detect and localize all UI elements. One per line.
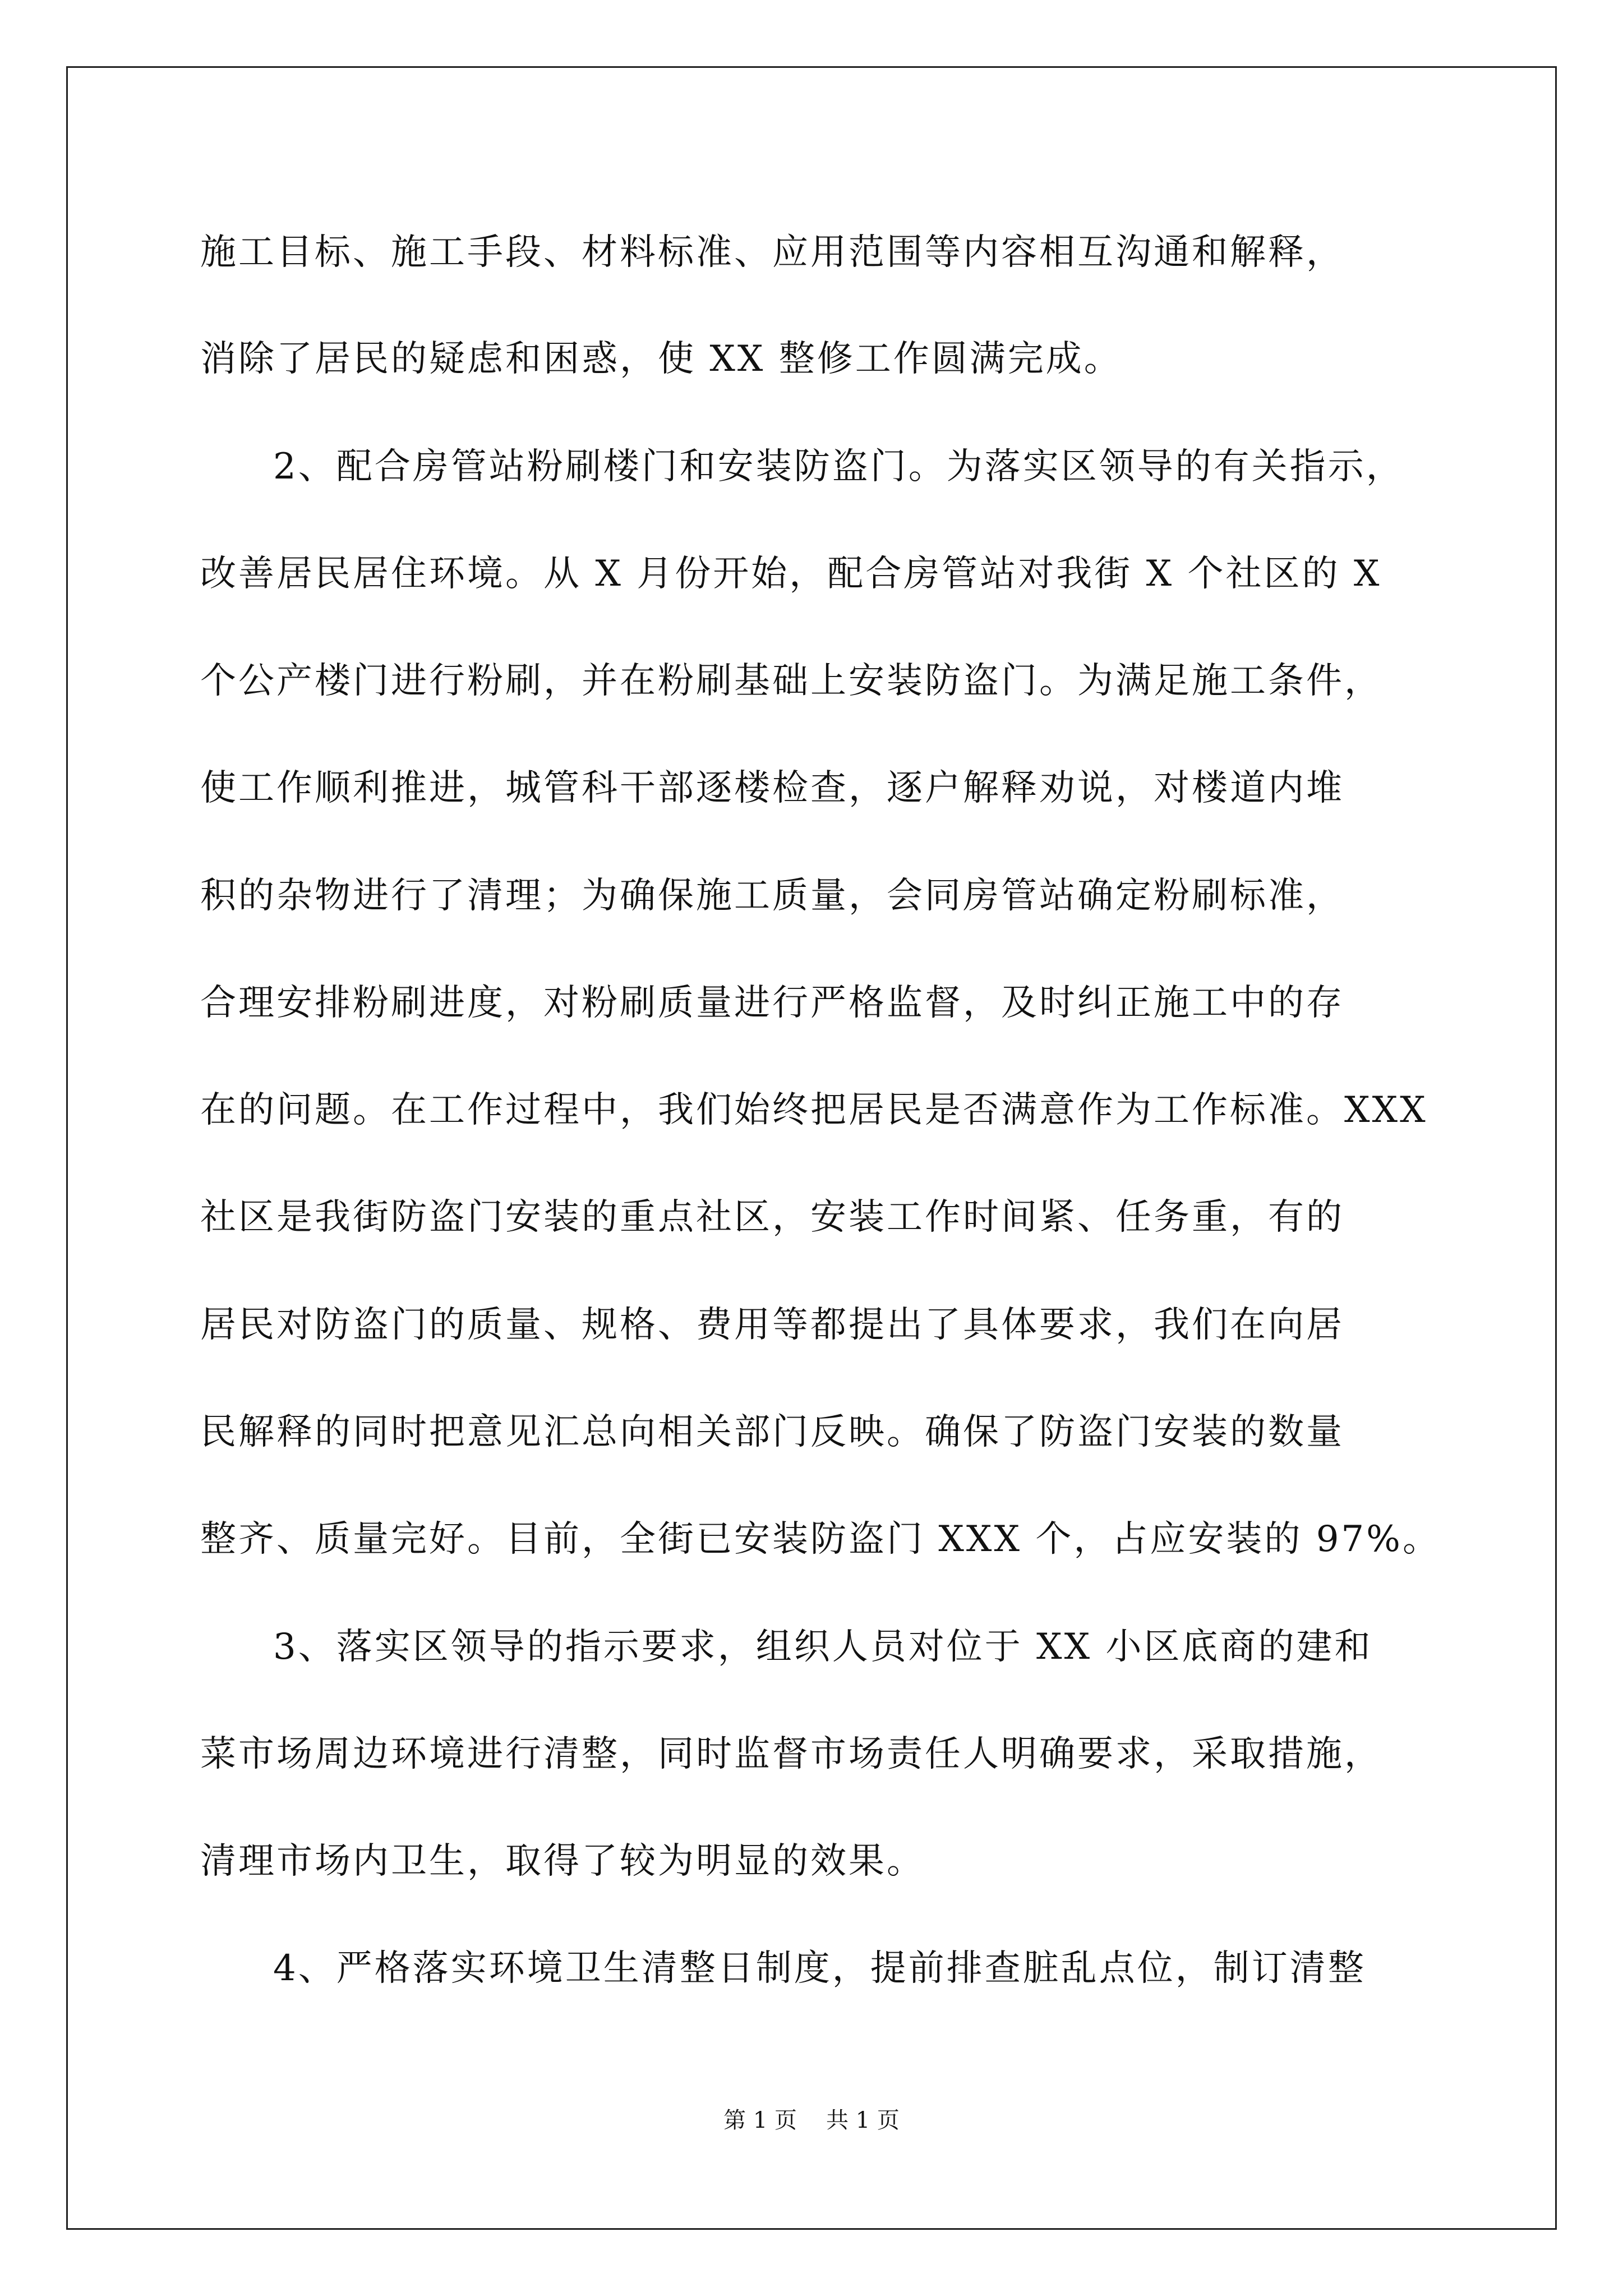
page-border: [66, 66, 1557, 2230]
text-line: 清理市场内卫生，取得了较为明显的效果。: [200, 1841, 925, 1882]
text-line: 施工目标、施工手段、材料标准、应用范围等内容相互沟通和解释，: [200, 232, 1344, 273]
text-line: 积的杂物进行了清理；为确保施工质量，会同房管站确定粉刷标准，: [200, 875, 1344, 917]
page-number-total: 共 1 页: [826, 2108, 900, 2133]
page-number-current: 第 1 页: [723, 2108, 797, 2133]
text-line: 合理安排粉刷进度，对粉刷质量进行严格监督，及时纠正施工中的存: [200, 982, 1344, 1024]
text-line: 消除了居民的疑虑和困惑，使 XX 整修工作圆满完成。: [200, 338, 1122, 380]
text-line: 个公产楼门进行粉刷，并在粉刷基础上安装防盗门。为满足施工条件，: [200, 660, 1382, 702]
text-line: 使工作顺利推进，城管科干部逐楼检查，逐户解释劝说，对楼道内堆: [200, 767, 1344, 809]
text-line: 在的问题。在工作过程中，我们始终把居民是否满意作为工作标准。XXX: [200, 1089, 1428, 1131]
paragraph-2-start: 2、配合房管站粉刷楼门和安装防盗门。为落实区领导的有关指示，: [273, 446, 1404, 487]
paragraph-3-start: 3、落实区领导的指示要求，组织人员对位于 XX 小区底商的建和: [273, 1626, 1373, 1668]
page-footer: [0, 2109, 1623, 2132]
paragraph-4-start: 4、严格落实环境卫生清整日制度，提前排查脏乱点位，制订清整: [273, 1948, 1366, 1989]
text-line: 社区是我街防盗门安装的重点社区，安装工作时间紧、任务重，有的: [200, 1197, 1344, 1238]
text-line: 居民对防盗门的质量、规格、费用等都提出了具体要求，我们在向居: [200, 1304, 1344, 1346]
text-line: 菜市场周边环境进行清整，同时监督市场责任人明确要求，采取措施，: [200, 1733, 1382, 1775]
text-line: 改善居民居住环境。从 X 月份开始，配合房管站对我街 X 个社区的 X: [200, 553, 1382, 595]
text-line: 整齐、质量完好。目前，全街已安装防盗门 XXX 个，占应安装的 97%。: [200, 1519, 1441, 1560]
text-line: 民解释的同时把意见汇总向相关部门反映。确保了防盗门安装的数量: [200, 1411, 1344, 1453]
